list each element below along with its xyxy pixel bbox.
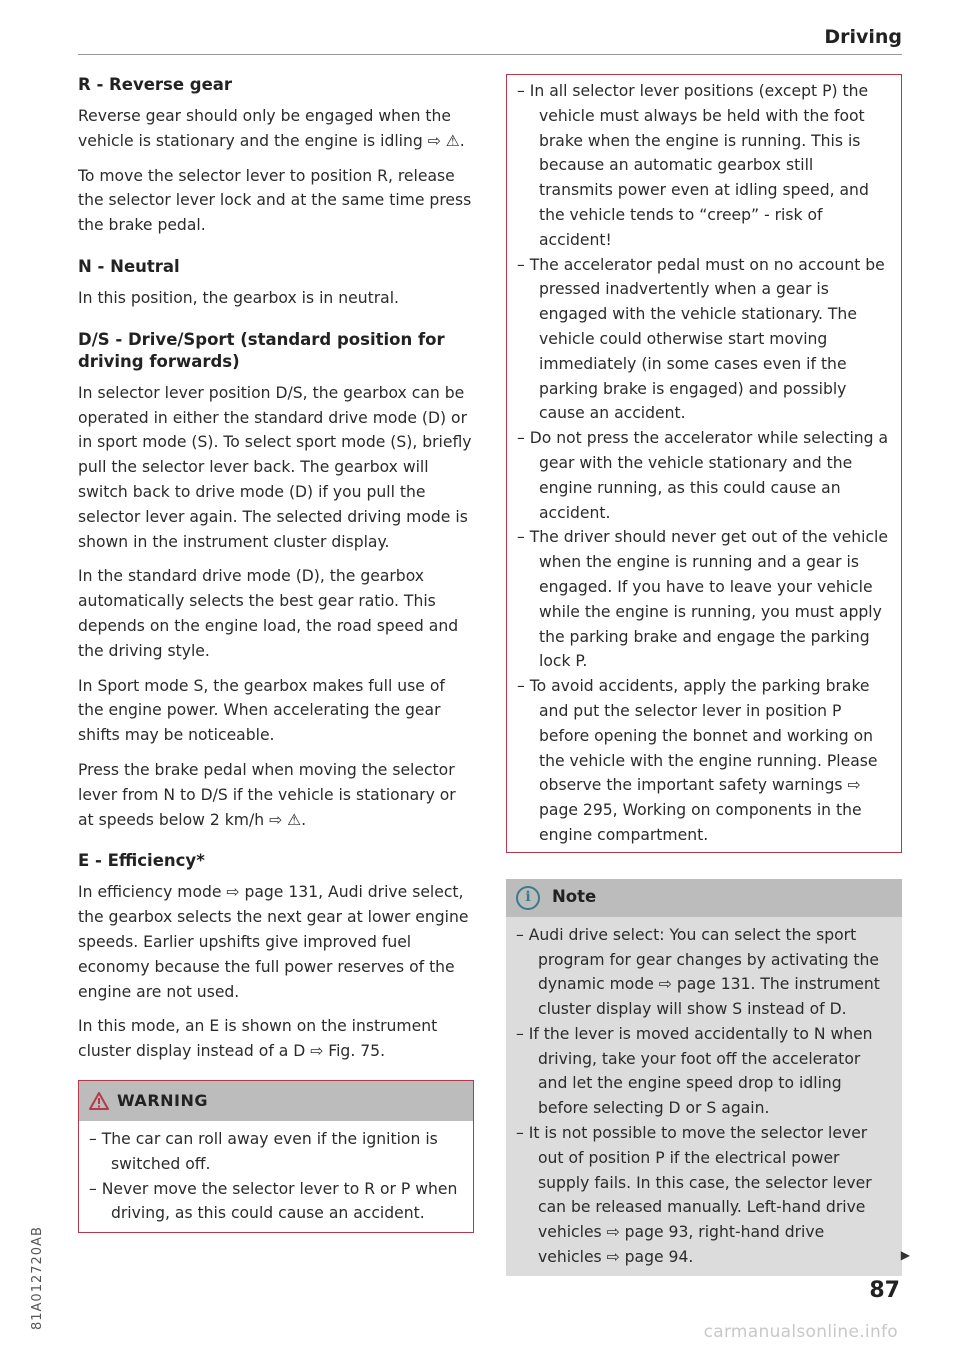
warning-item: – Do not press the accelerator while selecting a gear with the vehicle stationary and the engine running, as this could cause an accident. — [517, 429, 889, 522]
heading-efficiency: E - Efficiency* — [78, 851, 205, 871]
paragraph: In selector lever position D/S, the gearbox can be operated in either the standard drive mode (D) or in sport mode (S). To select sport mode (S), briefly pull the selector lever back. The gearbox will switch back to drive mode (D) if you pull the selector lever again. The selected driving mode is shown in the instrument cluster display. — [78, 383, 472, 551]
paragraph: In Sport mode S, the gearbox makes full use of the engine power. When accelerating the gear shifts may be noticeable. — [78, 676, 445, 745]
warning-triangle-icon — [89, 1092, 109, 1110]
page-number: 87 — [869, 1278, 900, 1303]
note-item: – If the lever is moved accidentally to N when driving, take your foot off the accelerator and let the engine speed drop to idling before selecting D or S again. — [516, 1024, 873, 1118]
warning-box — [78, 1080, 474, 1233]
warning-title: WARNING — [117, 1090, 208, 1110]
warning-item: – The driver should never get out of the vehicle when the engine is running and a gear is engaged. If you have to leave your vehicle while the engine is running, you must apply the parking brake and engage the parking lock P. — [517, 528, 888, 671]
heading-drive-sport: D/S - Drive/Sport (standard position for driving forwards) — [78, 329, 445, 371]
heading-reverse-gear: R - Reverse gear — [78, 75, 233, 94]
left-column — [78, 74, 474, 1233]
paragraph: In the standard drive mode (D), the gearbox automatically selects the best gear ratio. This depends on the engine load, the road speed and the driving style. — [78, 567, 459, 660]
section-title: Driving — [824, 26, 902, 48]
warning-item: – To avoid accidents, apply the parking brake and put the selector lever in position P before opening the bonnet and working on the vehicle with the engine running. Please observe the important safety warnings ⇨ page 295, Working on components in the engine compartment. — [517, 677, 878, 844]
paragraph: In this position, the gearbox is in neutral. — [78, 288, 399, 307]
warning-header — [79, 1081, 473, 1121]
warning-item: – In all selector lever positions (except P) the vehicle must always be held with the foot brake when the engine is running. This is because an automatic gearbox still transmits power even at idling speed, and the vehicle tends to “creep” - risk of accident! — [517, 82, 869, 249]
watermark: carmanualsonline.info — [703, 1322, 898, 1342]
continue-arrow-icon: ▶ — [900, 1248, 910, 1263]
right-column — [506, 74, 910, 1276]
paragraph: To move the selector lever to position R, release the selector lever lock and at the same time press the brake pedal. — [78, 166, 472, 235]
warning-item: – The accelerator pedal must on no account be pressed inadvertently when a gear is engaged with the vehicle stationary. The vehicle could otherwise start moving immediately (in some cases even if the parking brake is engaged) and possibly cause an accident. — [517, 255, 885, 423]
note-body — [506, 917, 910, 1276]
paragraph: In this mode, an E is shown on the instrument cluster display instead of a D ⇨ Fig. 75. — [78, 1017, 438, 1061]
note-header — [506, 879, 902, 917]
document-code: 81A012720AB — [30, 1226, 45, 1330]
warning-continuation-box — [506, 74, 902, 853]
note-item: – Audi drive select: You can select the sport program for gear changes by activating the dynamic mode ⇨ page 131. The instrument cluster display will show S instead of D. — [516, 925, 880, 1019]
warning-item: – The car can roll away even if the ignition is switched off. — [89, 1129, 438, 1173]
note-item: – It is not possible to move the selector lever out of position P if the electrical power supply fails. In this case, the selector lever can be released manually. Left-hand drive vehicles ⇨ page 93, right-hand drive vehicles ⇨ page 94. — [516, 1124, 872, 1267]
paragraph: In efficiency mode ⇨ page 131, Audi drive select, the gearbox selects the next gear at lower engine speeds. Earlier upshifts give improved fuel economy because the full power reserves of the engine are not used. — [78, 883, 469, 1001]
note-box — [506, 879, 910, 1276]
heading-neutral: N - Neutral — [78, 256, 180, 276]
header-divider — [78, 54, 902, 55]
warning-body — [79, 1121, 473, 1232]
note-title: Note — [552, 887, 597, 907]
info-icon: i — [516, 886, 540, 910]
paragraph: Press the brake pedal when moving the selector lever from N to D/S if the vehicle is stationary or at speeds below 2 km/h ⇨ ⚠. — [78, 760, 456, 829]
warning-item: – Never move the selector lever to R or P when driving, as this could cause an accident. — [89, 1179, 458, 1223]
paragraph: Reverse gear should only be engaged when the vehicle is stationary and the engine is idling ⇨ ⚠. — [78, 107, 465, 150]
